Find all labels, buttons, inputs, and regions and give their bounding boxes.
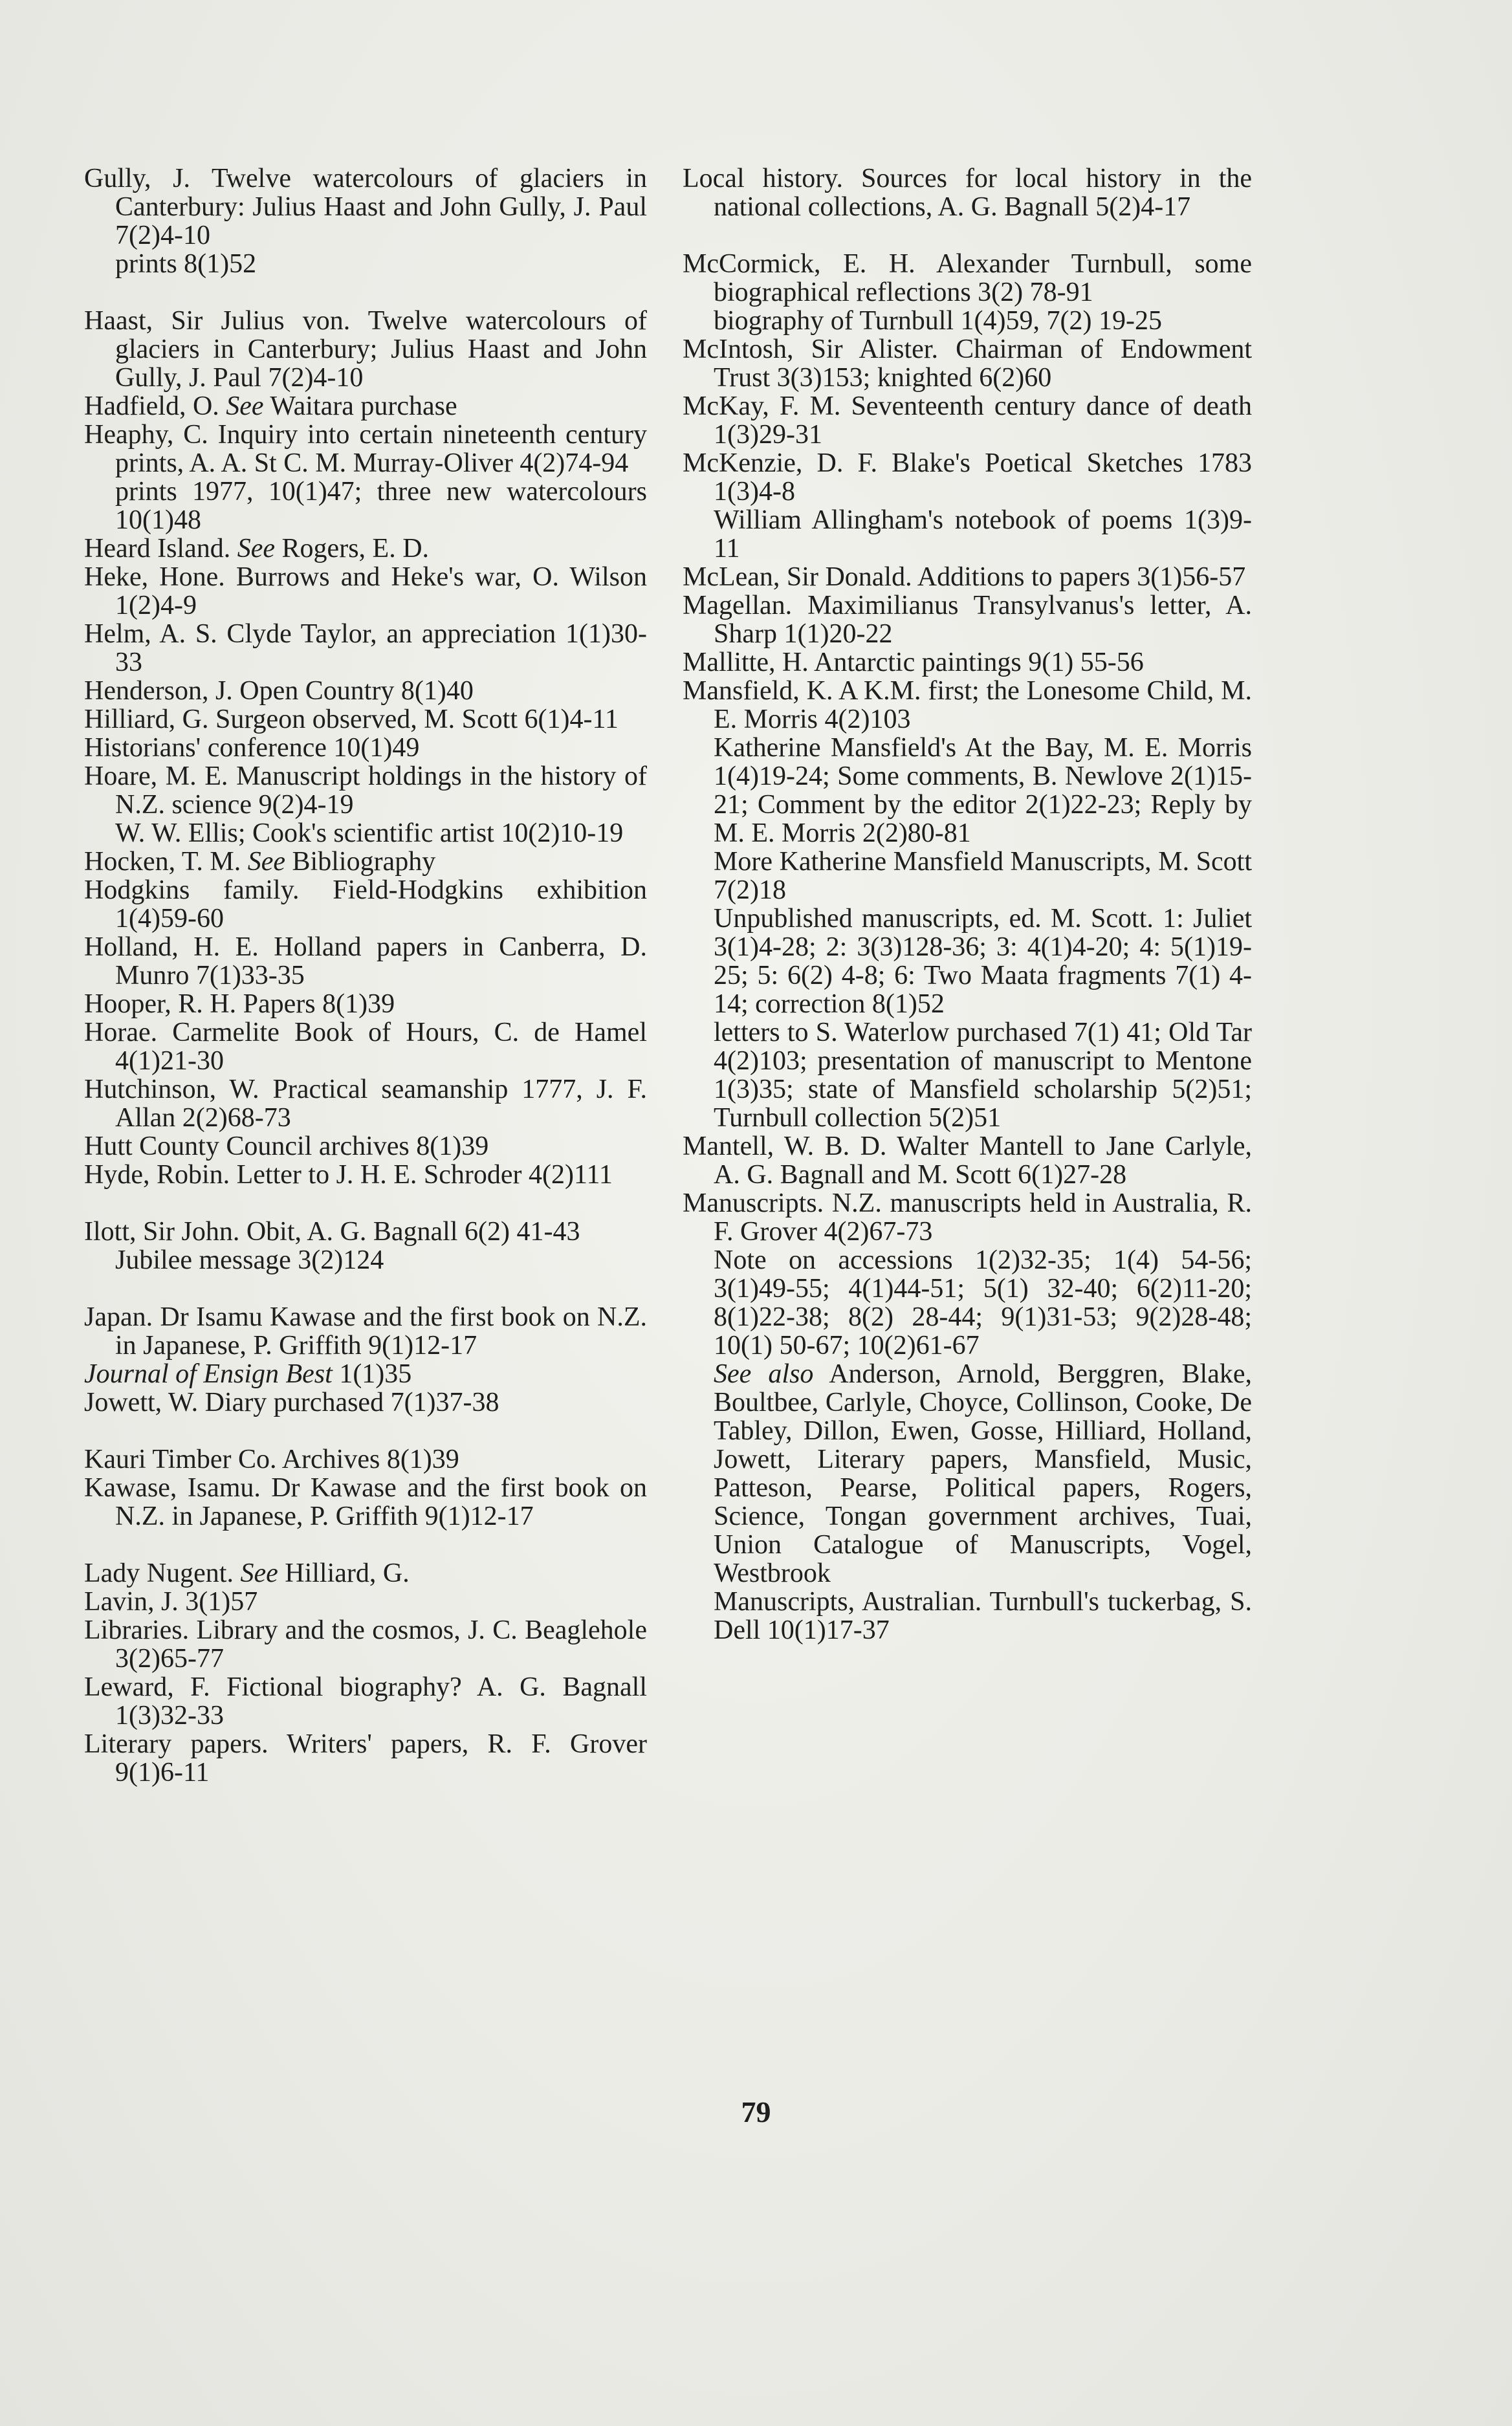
- entry-spacer: [683, 221, 1252, 250]
- index-entry: McLean, Sir Donald. Additions to papers 3(1)56-57: [683, 562, 1246, 592]
- index-entry: Hutt County Council archives 8(1)39: [84, 1131, 489, 1161]
- index-entry: Jowett, W. Diary purchased 7(1)37-38: [84, 1388, 499, 1417]
- entry-heading: Lady Nugent.: [84, 1558, 241, 1588]
- index-entry: McKay, F. M. Seventeenth century dance of death 1(3)29-31: [683, 391, 1252, 450]
- entry-spacer: [84, 1531, 647, 1559]
- index-subentry: prints 1977, 10(1)47; three new watercolours 10(1)48: [115, 477, 647, 535]
- entry-spacer: [84, 1189, 647, 1218]
- cross-reference-italic: See also: [714, 1359, 814, 1389]
- index-entry: Hooper, R. H. Papers 8(1)39: [84, 989, 395, 1019]
- page-number: 79: [741, 2095, 771, 2128]
- index-subentry: W. W. Ellis; Cook's scientific artist 10(2)10-19: [115, 818, 624, 848]
- index-entry: Hodgkins family. Field-Hodgkins exhibition 1(4)59-60: [84, 875, 647, 934]
- index-entry: Local history. Sources for local history in the national collections, A. G. Bagnall 5(2)4-17: [683, 164, 1252, 222]
- index-entry: Horae. Carmelite Book of Hours, C. de Hamel 4(1)21-30: [84, 1018, 647, 1076]
- index-entry: [84, 847, 647, 876]
- index-column-right: [683, 164, 1252, 1645]
- index-entry: Mansfield, K. A K.M. first; the Lonesome Child, M. E. Morris 4(2)103: [683, 676, 1252, 734]
- entry-reference: Anderson, Arnold, Berggren, Blake, Boultbee, Carlyle, Choyce, Collinson, Cooke, De Tabley, Dillon, Ewen, Gosse, Hilliard, Holland, Jowett, Literary papers, Mansfield, Music, Patteson, Pearse, Political papers, Rogers, Science, Tongan government archives, Tuai, Union Catalogue of Manuscripts, Vogel, Westbrook: [714, 1359, 1253, 1588]
- index-subentry: [683, 1360, 1252, 1588]
- cross-reference-italic: See: [240, 1558, 278, 1588]
- index-entry: Kauri Timber Co. Archives 8(1)39: [84, 1445, 459, 1474]
- index-entry: Leward, F. Fictional biography? A. G. Bagnall 1(3)32-33: [84, 1672, 647, 1731]
- index-entry: [84, 392, 647, 421]
- index-entry: McCormick, E. H. Alexander Turnbull, some biographical reflections 3(2) 78-91: [683, 249, 1252, 307]
- index-entry: McIntosh, Sir Alister. Chairman of Endowment Trust 3(3)153; knighted 6(2)60: [683, 334, 1252, 393]
- index-entry: Ilott, Sir John. Obit, A. G. Bagnall 6(2) 41-43: [84, 1217, 580, 1247]
- index-entry: Mantell, W. B. D. Walter Mantell to Jane Carlyle, A. G. Bagnall and M. Scott 6(1)27-28: [683, 1131, 1252, 1190]
- index-entry: Magellan. Maximilianus Transylvanus's letter, A. Sharp 1(1)20-22: [683, 591, 1252, 649]
- index-entry: McKenzie, D. F. Blake's Poetical Sketches 1783 1(3)4-8: [683, 448, 1252, 507]
- entry-heading: Hocken, T. M.: [84, 847, 248, 877]
- index-entry: [84, 534, 647, 563]
- index-subentry: biography of Turnbull 1(4)59, 7(2) 19-25: [714, 306, 1162, 336]
- entry-reference: 1(1)35: [332, 1359, 412, 1389]
- index-entry: Hyde, Robin. Letter to J. H. E. Schroder 4(2)111: [84, 1160, 613, 1190]
- index-entry: Henderson, J. Open Country 8(1)40: [84, 676, 474, 706]
- entry-spacer: [84, 1417, 647, 1445]
- index-entry: [84, 1559, 647, 1588]
- index-subentry: William Allingham's notebook of poems 1(3)9-11: [714, 505, 1252, 563]
- index-entry: Hoare, M. E. Manuscript holdings in the history of N.Z. science 9(2)4-19: [84, 761, 647, 820]
- entry-spacer: [84, 278, 647, 307]
- index-entry: Manuscripts. N.Z. manuscripts held in Australia, R. F. Grover 4(2)67-73: [683, 1188, 1252, 1247]
- index-entry: Literary papers. Writers' papers, R. F. Grover 9(1)6-11: [84, 1729, 647, 1787]
- cross-reference-italic: See: [237, 534, 276, 563]
- index-entry: Gully, J. Twelve watercolours of glaciers in Canterbury: Julius Haast and John Gully, J. Paul 7(2)4-10: [84, 164, 647, 250]
- index-entry: Kawase, Isamu. Dr Kawase and the first book on N.Z. in Japanese, P. Griffith 9(1)12-17: [84, 1473, 647, 1531]
- index-entry: Heke, Hone. Burrows and Heke's war, O. Wilson 1(2)4-9: [84, 562, 647, 620]
- index-entry: Heaphy, C. Inquiry into certain nineteenth century prints, A. A. St C. M. Murray-Oliver 4(2)74-94: [84, 420, 647, 478]
- index-subentry: prints 8(1)52: [115, 249, 257, 279]
- entry-reference: Rogers, E. D.: [275, 534, 430, 563]
- index-entry: Historians' conference 10(1)49: [84, 733, 420, 763]
- index-entry: Mallitte, H. Antarctic paintings 9(1) 55-56: [683, 648, 1144, 677]
- index-subentry: Jubilee message 3(2)124: [115, 1245, 384, 1275]
- index-subentry: Manuscripts, Australian. Turnbull's tuckerbag, S. Dell 10(1)17-37: [714, 1587, 1252, 1645]
- index-entry: Helm, A. S. Clyde Taylor, an appreciation 1(1)30-33: [84, 619, 647, 677]
- index-entry: [84, 1360, 647, 1388]
- index-entry: Hilliard, G. Surgeon observed, M. Scott 6(1)4-11: [84, 705, 619, 734]
- index-entry: Hutchinson, W. Practical seamanship 1777, J. F. Allan 2(2)68-73: [84, 1075, 647, 1133]
- index-entry: Lavin, J. 3(1)57: [84, 1587, 258, 1617]
- entry-reference: Bibliography: [285, 847, 436, 877]
- index-column-left: [84, 164, 647, 1787]
- index-entry: Libraries. Library and the cosmos, J. C. Beaglehole 3(2)65-77: [84, 1615, 647, 1674]
- entry-spacer: [84, 1274, 647, 1303]
- cross-reference-italic: See: [247, 847, 286, 877]
- index-entry: Haast, Sir Julius von. Twelve watercolours of glaciers in Canterbury; Julius Haast and John Gully, J. Paul 7(2)4-10: [84, 306, 647, 393]
- entry-heading: Heard Island.: [84, 534, 237, 563]
- index-subentry: Unpublished manuscripts, ed. M. Scott. 1: Juliet 3(1)4-28; 2: 3(3)128-36; 3: 4(1)4-20; 4: 5(1)19-25; 5: 6(2) 4-8; 6: Two Maata fragments 7(1) 4-14; correction 8(1)52: [714, 904, 1252, 1019]
- entry-reference: Waitara purchase: [263, 391, 457, 421]
- index-entry: Japan. Dr Isamu Kawase and the first book on N.Z. in Japanese, P. Griffith 9(1)12-17: [84, 1302, 647, 1361]
- cross-reference-italic: Journal of Ensign Best: [84, 1359, 333, 1389]
- index-subentry: Katherine Mansfield's At the Bay, M. E. Morris 1(4)19-24; Some comments, B. Newlove 2(1)15-21; Comment by the editor 2(1)22-23; Reply by M. E. Morris 2(2)80-81: [714, 733, 1252, 848]
- entry-reference: Hilliard, G.: [278, 1558, 410, 1588]
- index-subentry: letters to S. Waterlow purchased 7(1) 41; Old Tar 4(2)103; presentation of manuscript to Mentone 1(3)35; state of Mansfield scholarship 5(2)51; Turnbull collection 5(2)51: [714, 1018, 1252, 1133]
- entry-heading: Hadfield, O.: [84, 391, 226, 421]
- index-subentry: More Katherine Mansfield Manuscripts, M. Scott 7(2)18: [714, 847, 1252, 905]
- index-entry: Holland, H. E. Holland papers in Canberra, D. Munro 7(1)33-35: [84, 932, 647, 990]
- cross-reference-italic: See: [226, 391, 264, 421]
- index-subentry: Note on accessions 1(2)32-35; 1(4) 54-56; 3(1)49-55; 4(1)44-51; 5(1) 32-40; 6(2)11-20; 8(1)22-38; 8(2) 28-44; 9(1)31-53; 9(2)28-48; 10(1) 50-67; 10(2)61-67: [714, 1245, 1252, 1361]
